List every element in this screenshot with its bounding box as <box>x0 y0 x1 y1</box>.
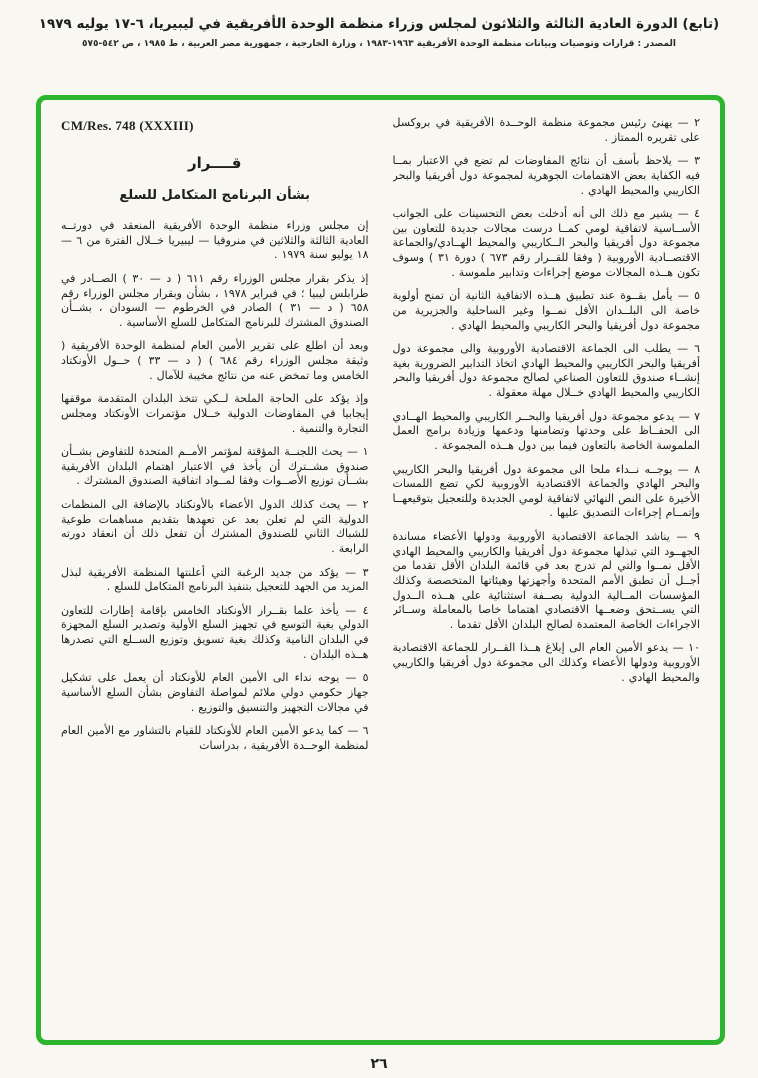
paragraph: ٨ — يوجــه نــداء ملحا الى مجموعة دول أفريقيا والبحر الكاريبي والبحر الهادي والجماعة الاقتصادية الأوروبية لكي تضع اللمسات الأخيرة على النص النهائي لاتفاقية لومي الجديدة وللتعجيل بتوقيعهــا وإتمــام إجراءات التصديق عليها . <box>392 462 700 520</box>
paragraph: وبعد أن اطلع على تقرير الأمين العام لمنظمة الوحدة الأفريقية ( وثيقة مجلس الوزراء رقم ٦٨٤ ) ( د — ٣٣ ) حــول الأونكتاد الخامس وما تمخض عنه من نتائج مخيبة للآمال . <box>61 339 369 382</box>
paragraph: ٦ — كما يدعو الأمين العام للأونكتاد للقيام بالتشاور مع الأمين العام لمنظمة الوحــدة الأفريقية ، بدراسات <box>61 724 369 752</box>
resolution-subtitle: بشأن البرنامج المتكامل للسلع <box>119 188 311 203</box>
paragraph: ٦ — يطلب الى الجماعة الاقتصادية الأوروبية والى مجموعة دول أفريقيا والبحر الكاريبي والمحيط الهادي اتخاذ التدابير الضرورية بغية إنشــاء صندوق للتعاون الصناعي لصالح مجموعة دول أفريقيا والبحر الكاريبي والمحيط الهادي خــلال مهلة معقولة . <box>392 342 700 399</box>
paragraph: ٢ — يهنئ رئيس مجموعة منظمة الوحــدة الأفريقية في بروكسل على تقريره الممتاز . <box>392 116 700 144</box>
content-frame <box>36 95 725 1045</box>
session-title: (تابع) الدورة العادية الثالثة والثلاثون لمجلس وزراء منظمة الوحدة الأفريقية في ليبيريا، ٦-١٧ يوليه ١٩٧٩ <box>38 16 720 32</box>
resolution-body <box>61 219 369 753</box>
paragraph: ٢ — يحث كذلك الدول الأعضاء بالأونكتاد بالإضافة الى المنظمات الدولية التي لم تعلن بعد عن تعهدها بتقديم مساهمات طوعية للشباك الثاني للصندوق المشترك أن تفعل ذلك أن انعقاد دورته الرابعة . <box>61 498 369 555</box>
paragraph: ٤ — يأخذ علما بقــرار الأونكتاد الخامس بإقامة إطارات للتعاون الدولي بغية التوسع في تجهيز السلع الأولية وتصدير السلع المجهزة في البلدان النامية وكذلك بغية تسويق وتوزيع الســلع التي تصدرها هــذه البلدان . <box>61 603 369 661</box>
paragraph: ١ — يحث اللجنــة المؤقتة لمؤتمر الأمــم المتحدة للتفاوض بشــأن صندوق مشــترك أن يأخذ في الاعتبار اهتمام البلدان الأفريقية بشــأن توزيع الأصــوات وفقا لمــواد اتفاقية الصندوق المشترك . <box>61 445 369 488</box>
paragraph: إن مجلس وزراء منظمة الوحدة الأفريقية المنعقد في دورتــه العادية الثالثة والثلاثين في منروفيا — ليبيريا خــلال الفترة من ٦ — ١٨ يوليو سنة ١٩٧٩ . <box>61 219 369 262</box>
paragraph: وإذ يؤكد على الحاجة الملحة لــكي تتخذ البلدان المتقدمة موقفها إيجابيا في المفاوضات الدولية خــلال مؤتمرات الأونكتاد ومجلس التجارة والتنمية . <box>61 392 369 435</box>
resolution-reference: CM/Res. 748 (XXXIII) <box>61 118 194 133</box>
page-number: ٢٦ <box>370 1056 388 1072</box>
paragraph: ٥ — يوجه نداء الى الأمين العام للأونكتاد أن يعمل على تشكيل جهاز حكومي دولي ملائم لمواصلة التفاوض بشأن السلع الأساسية في مجالات التجهيز والتنسيق والتوزيع . <box>61 671 369 714</box>
paragraph: إذ يذكر بقرار مجلس الوزراء رقم ٦١١ ( د — ٣٠ ) الصــادر في طرابلس ليبيا ؛ في فبراير ١٩٧٨ ، بشأن وبقرار مجلس الوزراء رقم ٦٥٨ ( د — ٣١ ) الصادر في الخرطوم — السودان ، بشــأن الصندوق المشترك للبرنامج المتكامل للسلع الأساسية . <box>61 271 369 329</box>
two-column-layout <box>61 116 700 1028</box>
paragraph: ٩ — يناشد الجماعة الاقتصادية الأوروبية ودولها الأعضاء مساندة الجهــود التي تبذلها مجموعة دول أفريقيا والكاريبي والمحيط الهادي الأقل نمــوا والتي لم تدرج بعد في قائمة البلدان الأقل تقدما من أجــل أن تطبق الأمم المتحدة وأجهزتها وهيئاتها المتخصصة وكذلك المؤسسات المــالية الدولية بصــفة استثنائية على هــذه الــدول التي يســتحق وضعــها الاقتصادي اهتماما خاصا بالمعاملة وســائر الاجراءات الخاصة المعتمدة لصالح البلدان الأقل تقدما . <box>392 530 700 631</box>
page-footer <box>0 1053 758 1072</box>
right-column <box>393 116 701 1028</box>
paragraph: ٣ — يلاحظ بأسف أن نتائج المفاوضات لم تضع في الاعتبار بمــا فيه الكفاية بعض الاهتمامات الجوهرية لمجموعة دول أفريقيا والبحر الكاريبي والمحيط الهادي . <box>392 154 700 197</box>
page-header <box>0 0 758 49</box>
paragraph: ٤ — يشير مع ذلك الى أنه أدخلت بعض التحسينات على الجوانب الأســاسية لاتفاقية لومي كمــا درست مجالات جديدة للتعاون بين مجموعة دول أفريقيا والبحر الــكاريبي والمحيط الهــادي/والجماعة الاقتصــادية الأوروبية ( وفقا للقــرار رقم ٦٧٣ ) دورة ٣١ ) وسوف تكون هــذه المجالات موضع إجراءات وتدابير ملموسة . <box>392 207 700 279</box>
paragraph: ١٠ — يدعو الأمين العام الى إبلاغ هــذا القــرار للجماعة الاقتصادية الأوروبية ودولها الأعضاء وكذلك الى مجموعة دول أفريقيا والكاريبي والمحيط الهادي . <box>392 641 700 684</box>
paragraph: ٣ — يؤكد من جديد الرغبة التي أعلنتها المنظمة الأفريقية لبذل المزيد من الجهد للتعجيل بتنفيذ البرنامج المتكامل للسلع . <box>61 565 369 594</box>
resolution-title: قــــرار <box>188 154 242 172</box>
paragraph: ٥ — يأمل بقــوة عند تطبيق هــذه الاتفاقية الثانية أن تمنح أولوية خاصة الى البلــدان الأقل نمــوا وغير الساحلية والجزيرية من مجموعة دول أفريقيا والبحر الكاريبي والمحيط الهادي . <box>392 289 700 332</box>
left-column <box>61 116 369 1028</box>
paragraph: ٧ — يدعو مجموعة دول أفريقيا والبحــر الكاريبي والمحيط الهــادي الى الحفــاظ على وحدتها وتضامنها ودعمها وزيادة برامج العمل الملموسة الخاصة بالتعاون فيما بين دول هــذه المجموعة . <box>392 409 700 452</box>
source-citation: المصدر : قرارات وتوصيات وبيانات منظمة الوحدة الأفريقية ١٩٦٣-١٩٨٣ ، وزارة الخارجية ، جمهورية مصر العربية ، ط ١٩٨٥ ، ص ٥٤٢-٥٧٥ <box>81 39 677 49</box>
